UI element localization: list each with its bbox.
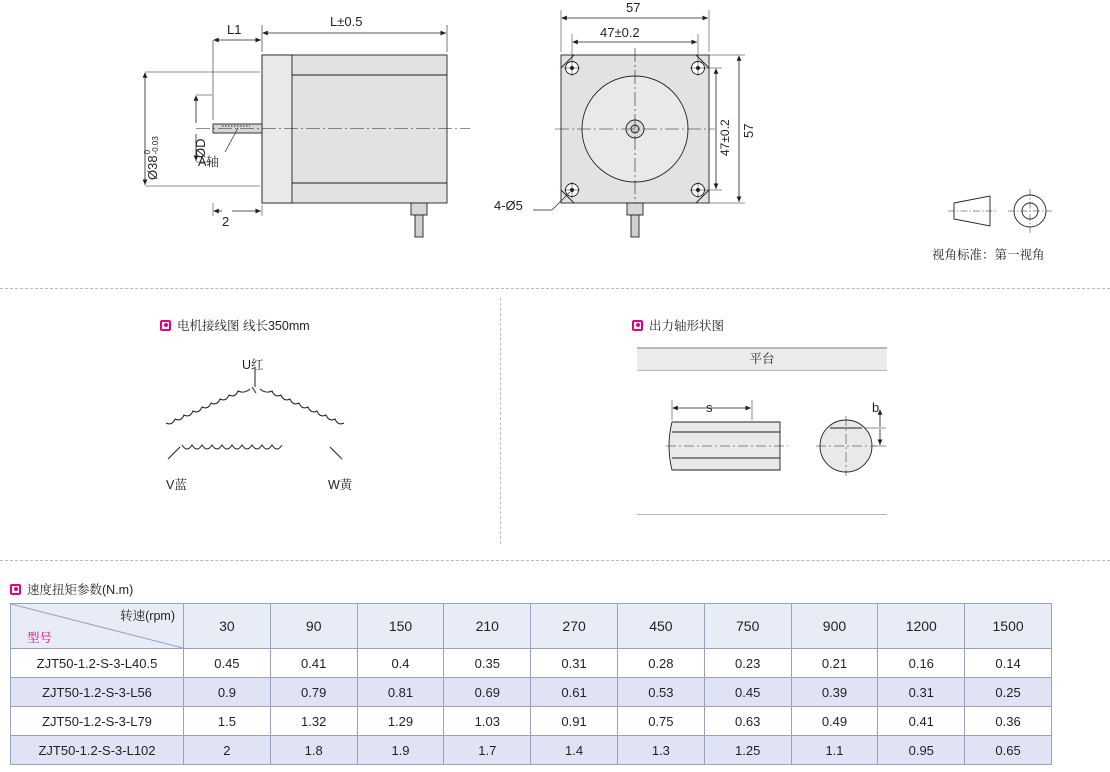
table-cell: 0.31 xyxy=(878,678,965,707)
dim-57-right-label xyxy=(728,110,756,154)
table-cell: 0.21 xyxy=(791,649,878,678)
table-row-model: ZJT50-1.2-S-3-L40.5 xyxy=(11,649,184,678)
hole-note-label: 4-Ø5 xyxy=(494,198,523,213)
dim-flange-tol-dn: -0.03 xyxy=(151,136,160,155)
table-row xyxy=(11,649,1052,678)
dim-47-right-text: 47±0.2 xyxy=(718,119,732,156)
dim-57-right-text: 57 xyxy=(741,123,756,138)
table-cell: 0.25 xyxy=(965,678,1052,707)
dim-flange-tol-up: 0 xyxy=(143,149,152,155)
dim-s-label: s xyxy=(706,400,713,415)
platform-label: 平台 xyxy=(749,352,775,366)
shaft-title-text: 出力轴形状图 xyxy=(649,319,725,333)
table-col-header: 900 xyxy=(791,604,878,649)
dim-2-label: 2 xyxy=(222,214,230,229)
dim-L1-label: L1 xyxy=(227,22,242,37)
table-cell: 0.65 xyxy=(965,736,1052,765)
table-cell: 0.75 xyxy=(617,707,704,736)
dim-flange-label xyxy=(128,84,160,184)
table-cell: 0.14 xyxy=(965,649,1052,678)
dimension-drawing-area xyxy=(0,0,1110,285)
table-col-header: 270 xyxy=(531,604,618,649)
table-header-row xyxy=(11,604,1052,649)
dim-L-label xyxy=(330,14,362,29)
table-head xyxy=(11,604,1052,649)
platform-underline xyxy=(637,370,887,371)
table-cell: 1.03 xyxy=(444,707,531,736)
corner-rpm-label: 转速(rpm) xyxy=(120,609,175,623)
dim-b-label: b xyxy=(872,400,880,415)
platform-bottom-line xyxy=(637,514,887,515)
wiring-w-label: W黄 xyxy=(328,478,353,492)
table-cell: 0.41 xyxy=(878,707,965,736)
table-cell: 0.9 xyxy=(184,678,271,707)
table-body xyxy=(11,649,1052,765)
dim-57-top-label: 57 xyxy=(626,0,641,15)
table-cell: 1.8 xyxy=(270,736,357,765)
table-cell: 1.32 xyxy=(270,707,357,736)
table-cell: 0.91 xyxy=(531,707,618,736)
middle-diagrams xyxy=(0,292,1110,562)
table-cell: 0.69 xyxy=(444,678,531,707)
wiring-title xyxy=(160,316,310,334)
wiring-v-label: V蓝 xyxy=(166,478,187,492)
platform-label-wrap xyxy=(637,347,887,369)
table-cell: 1.25 xyxy=(704,736,791,765)
bullet-icon-3 xyxy=(10,584,21,595)
table-cell: 0.35 xyxy=(444,649,531,678)
dim-shaft-label xyxy=(178,100,208,170)
table-corner-cell xyxy=(11,604,184,649)
shaft-shape-svg xyxy=(630,392,910,502)
dim-47-right-label xyxy=(704,100,732,160)
bullet-icon-2 xyxy=(632,320,643,331)
bullet-icon xyxy=(160,320,171,331)
dim-shaft-value: ØD xyxy=(193,138,208,158)
table-cell: 0.39 xyxy=(791,678,878,707)
dim-L-text: L±0.5 xyxy=(330,14,363,29)
table-title-text: 速度扭矩参数(N.m) xyxy=(27,583,134,597)
divider-top xyxy=(0,288,1110,289)
dim-flange-value: Ø38 xyxy=(144,155,160,180)
table-row xyxy=(11,707,1052,736)
speed-torque-table xyxy=(10,603,1052,765)
table-row-model: ZJT50-1.2-S-3-L79 xyxy=(11,707,184,736)
table-row-model: ZJT50-1.2-S-3-L56 xyxy=(11,678,184,707)
table-cell: 1.7 xyxy=(444,736,531,765)
table-cell: 1.3 xyxy=(617,736,704,765)
table-cell: 1.9 xyxy=(357,736,444,765)
table-row xyxy=(11,678,1052,707)
a-axis-label: A轴 xyxy=(198,155,219,169)
wiring-u-label: U红 xyxy=(242,358,264,372)
table-cell: 0.4 xyxy=(357,649,444,678)
table-cell: 0.81 xyxy=(357,678,444,707)
table-cell: 1.1 xyxy=(791,736,878,765)
table-col-header: 150 xyxy=(357,604,444,649)
dim-47-top-text: 47±0.2 xyxy=(600,25,640,40)
table-col-header: 450 xyxy=(617,604,704,649)
dimension-drawing-svg xyxy=(0,0,1110,285)
table-cell: 0.61 xyxy=(531,678,618,707)
table-cell: 0.45 xyxy=(704,678,791,707)
corner-model-label: 型号 xyxy=(27,631,53,645)
table-cell: 0.79 xyxy=(270,678,357,707)
table-col-header: 30 xyxy=(184,604,271,649)
table-cell: 0.36 xyxy=(965,707,1052,736)
wiring-diagram-svg xyxy=(140,367,440,547)
table-cell: 2 xyxy=(184,736,271,765)
table-cell: 0.49 xyxy=(791,707,878,736)
table-cell: 0.16 xyxy=(878,649,965,678)
table-col-header: 1500 xyxy=(965,604,1052,649)
table-cell: 0.31 xyxy=(531,649,618,678)
table-col-header: 90 xyxy=(270,604,357,649)
table-cell: 0.41 xyxy=(270,649,357,678)
table-cell: 0.95 xyxy=(878,736,965,765)
table-row xyxy=(11,736,1052,765)
table-row-model: ZJT50-1.2-S-3-L102 xyxy=(11,736,184,765)
table-title xyxy=(10,580,1052,598)
shaft-title xyxy=(632,316,724,334)
parameter-table-section xyxy=(10,580,1052,765)
table-cell: 0.63 xyxy=(704,707,791,736)
table-cell: 0.23 xyxy=(704,649,791,678)
table-cell: 1.4 xyxy=(531,736,618,765)
dim-47-top-label xyxy=(600,24,640,42)
table-cell: 0.53 xyxy=(617,678,704,707)
table-col-header: 1200 xyxy=(878,604,965,649)
table-cell: 1.5 xyxy=(184,707,271,736)
table-cell: 1.29 xyxy=(357,707,444,736)
table-col-header: 750 xyxy=(704,604,791,649)
table-cell: 0.28 xyxy=(617,649,704,678)
wiring-title-text: 电机接线图 线长350mm xyxy=(177,319,310,333)
projection-standard-label: 视角标准：第一视角 xyxy=(932,248,1045,262)
table-col-header: 210 xyxy=(444,604,531,649)
table-cell: 0.45 xyxy=(184,649,271,678)
